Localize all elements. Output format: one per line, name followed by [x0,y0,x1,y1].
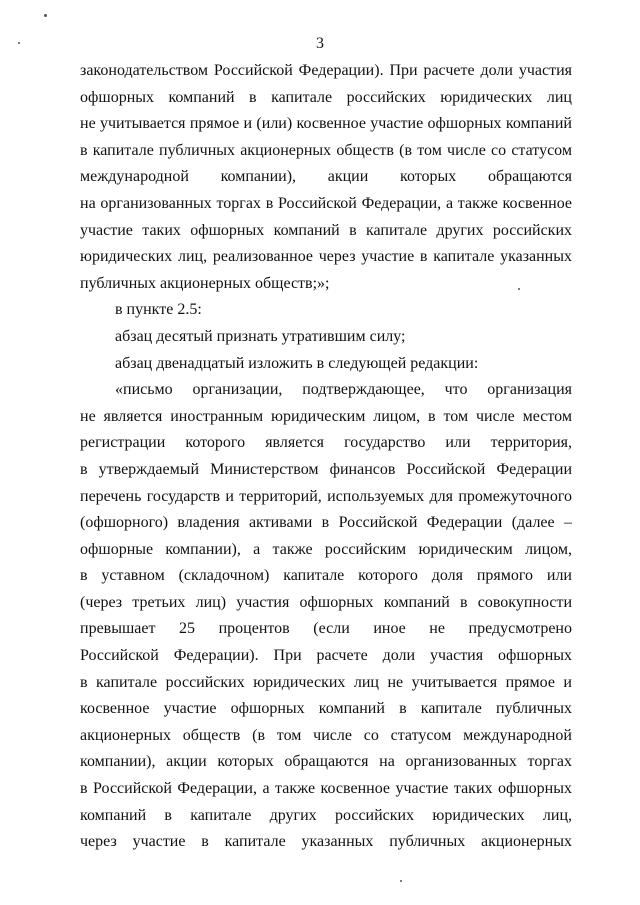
text-line: в капитале российских юридических лиц не учитывается прямое и [80,673,572,691]
text-line: не является иностранным юридическим лицом, в том числе местом [80,407,572,425]
text-line: в капитале публичных акционерных обществ (в том числе со статусом [80,141,572,159]
text-line: офшорных компаний в капитале российских юридических лиц [80,88,572,106]
text-line: в пункте 2.5: [115,301,202,319]
text-line: (через третьих лиц) участия офшорных компаний в совокупности [80,593,572,611]
text-line: (офшорного) владения активами в Российской Федерации (далее – [80,514,572,532]
text-line: в уставном (складочном) капитале которого доля прямого или [80,567,572,585]
scan-speck [44,14,47,17]
text-line: международной компании), акции которых обращаются [80,168,572,186]
scan-speck [400,880,402,882]
text-line: «письмо организации, подтверждающее, что организация [115,381,572,399]
text-line: офшорные компании), а также российским юридическим лицом, [80,540,572,558]
text-line: в утверждаемый Министерством финансов Российской Федерации [80,460,572,478]
text-line: законодательством Российской Федерации). При расчете доли участия [80,62,572,79]
text-line: абзац десятый признать утратившим силу; [115,327,406,345]
text-line: абзац двенадцатый изложить в следующей редакции: [115,354,479,372]
text-line: на организованных торгах в Российской Федерации, а также косвенное [80,194,572,212]
text-line: Российской Федерации). При расчете доли участия офшорных [80,647,572,665]
text-line: перечень государств и территорий, используемых для промежуточного [80,487,572,505]
document-body [80,58,572,856]
text-line: компании), акции которых обращаются на организованных торгах [80,753,572,771]
text-line: превышает 25 процентов (если иное не предусмотрено [80,620,572,638]
text-line: участие таких офшорных компаний в капитале других российских [80,221,572,239]
text-line: в Российской Федерации, а также косвенное участие таких офшорных [80,780,572,798]
text-line: не учитывается прямое и (или) косвенное участие офшорных компаний [80,115,572,133]
text-line: публичных акционерных обществ;»; [80,274,330,292]
page-number: 3 [316,35,324,52]
text-line: компаний в капитале других российских юридических лиц, [80,806,572,824]
text-line: косвенное участие офшорных компаний в капитале публичных [80,700,572,718]
text-line: через участие в капитале указанных публичных акционерных [80,833,572,851]
text-line: регистрации которого является государство или территория, [80,434,572,452]
text-line: акционерных обществ (в том числе со статусом международной [80,726,572,744]
text-line: юридических лиц, реализованное через участие в капитале указанных [80,248,572,266]
